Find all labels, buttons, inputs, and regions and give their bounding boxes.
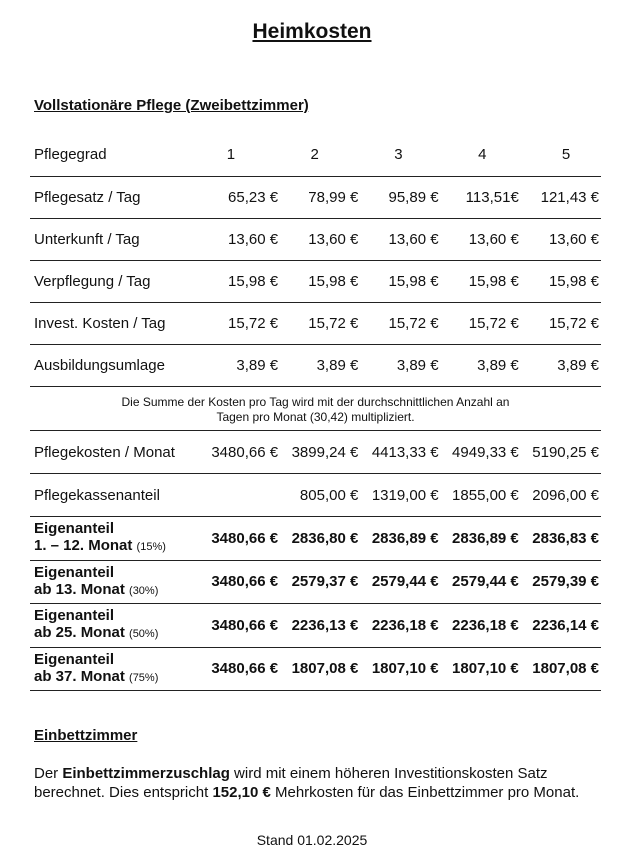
value-cell: 4949,33 € xyxy=(452,443,519,461)
eigenanteil-title: Eigenanteil xyxy=(34,607,115,625)
value-cell: 15,72 € xyxy=(388,315,439,332)
value-cell: 2236,14 € xyxy=(532,616,600,634)
value-cell: 15,72 € xyxy=(548,315,600,332)
eigenanteil-title: Eigenanteil xyxy=(34,520,115,538)
table-row xyxy=(30,345,601,387)
value-cell: 1807,08 € xyxy=(291,660,359,678)
value-cell: 13,60 € xyxy=(228,231,279,248)
eigenanteil-title: Eigenanteil xyxy=(34,563,115,581)
value-cell: 15,98 € xyxy=(308,273,359,290)
grade-cell: 2 xyxy=(310,146,319,163)
value-cell: 15,98 € xyxy=(468,273,519,290)
eigenanteil-row xyxy=(30,648,601,692)
grade-cell: 4 xyxy=(478,146,487,163)
section-heading-zweibettzimmer: Vollstationäre Pflege (Zweibettzimmer) xyxy=(34,97,309,114)
value-cell: 15,72 € xyxy=(308,315,359,332)
row-label: Pflegekassenanteil xyxy=(34,486,160,504)
value-cell: 15,72 € xyxy=(228,315,279,332)
period-text: ab 13. Monat xyxy=(34,580,125,598)
period-text: ab 25. Monat xyxy=(34,624,125,642)
value-cell: 3480,66 € xyxy=(211,660,279,678)
value-cell: 3480,66 € xyxy=(211,443,279,461)
value-cell: 2836,83 € xyxy=(532,529,600,547)
eigenanteil-title: Eigenanteil xyxy=(34,650,115,668)
row-label: Invest. Kosten / Tag xyxy=(34,315,166,332)
value-cell: 3,89 € xyxy=(477,357,519,374)
footer-date: Stand 01.02.2025 xyxy=(256,832,368,848)
para-bold-zuschlag: Einbettzimmerzuschlag xyxy=(62,765,230,782)
row-label: Unterkunft / Tag xyxy=(34,231,140,248)
value-cell: 3480,66 € xyxy=(211,529,279,547)
table-row xyxy=(30,431,601,474)
eigenanteil-period xyxy=(34,624,200,643)
value-cell: 2836,80 € xyxy=(291,529,359,547)
table-row xyxy=(30,261,601,303)
value-cell: 4413,33 € xyxy=(371,443,439,461)
grade-cell: 1 xyxy=(226,146,236,163)
value-cell: 1807,10 € xyxy=(371,660,439,678)
value-cell: 13,60 € xyxy=(388,231,439,248)
row-label xyxy=(30,651,200,687)
eigenanteil-row xyxy=(30,517,601,561)
pflegegrad-label: Pflegegrad xyxy=(34,146,107,163)
grade-cell: 5 xyxy=(561,146,571,163)
value-cell: 3899,24 € xyxy=(291,443,359,461)
value-cell: 78,99 € xyxy=(308,189,359,206)
row-label: Pflegekosten / Monat xyxy=(34,443,175,461)
value-cell: 3,89 € xyxy=(236,357,279,374)
eigenanteil-row xyxy=(30,604,601,648)
value-cell: 2096,00 € xyxy=(532,486,600,504)
value-cell: 113,51€ xyxy=(465,189,519,206)
period-text: 1. – 12. Monat xyxy=(34,537,133,555)
cost-table xyxy=(30,133,601,691)
row-label: Verpflegung / Tag xyxy=(34,273,151,290)
row-label: Pflegesatz / Tag xyxy=(34,189,141,206)
para-text-b: wird mit einem höheren Investitionskosten Satz berechnet. Dies entspricht xyxy=(34,765,548,801)
eigenanteil-period xyxy=(34,668,200,687)
eigenanteil-period xyxy=(34,581,200,600)
period-percent: (50%) xyxy=(129,628,159,641)
value-cell: 65,23 € xyxy=(228,189,279,206)
grade-cell: 3 xyxy=(394,146,403,163)
row-label xyxy=(30,607,200,643)
page-title: Heimkosten xyxy=(252,20,372,43)
table-row xyxy=(30,303,601,345)
value-cell: 3,89 € xyxy=(557,357,600,374)
value-cell: 95,89 € xyxy=(388,189,439,206)
value-cell: 2579,44 € xyxy=(452,573,519,591)
period-percent: (30%) xyxy=(129,584,159,597)
value-cell: 2579,37 € xyxy=(291,573,359,591)
value-cell: 805,00 € xyxy=(299,486,359,504)
value-cell: 2236,13 € xyxy=(291,616,359,634)
value-cell: 15,98 € xyxy=(228,273,279,290)
value-cell: 2836,89 € xyxy=(371,529,439,547)
period-text: ab 37. Monat xyxy=(34,667,125,685)
row-label: Ausbildungsumlage xyxy=(34,357,165,374)
para-text-a: Der xyxy=(34,765,63,782)
period-percent: (15%) xyxy=(136,541,166,554)
value-cell: 2836,89 € xyxy=(452,529,519,547)
value-cell: 15,98 € xyxy=(388,273,439,290)
value-cell: 1807,10 € xyxy=(452,660,519,678)
table-row xyxy=(30,177,601,219)
calculation-note xyxy=(30,387,601,431)
para-text-c: Mehrkosten für das Einbettzimmer pro Monat. xyxy=(270,784,580,801)
eigenanteil-period xyxy=(34,537,200,556)
note-line-2: Tagen pro Monat (30,42) multipliziert. xyxy=(216,410,415,424)
row-label xyxy=(30,564,200,600)
value-cell: 15,98 € xyxy=(548,273,600,290)
value-cell: 13,60 € xyxy=(308,231,359,248)
value-cell: 3480,66 € xyxy=(211,573,279,591)
value-cell: 3,89 € xyxy=(316,357,359,374)
value-cell: 3,89 € xyxy=(396,357,439,374)
eigenanteil-row xyxy=(30,561,601,605)
value-cell: 1855,00 € xyxy=(452,486,519,504)
value-cell: 2579,44 € xyxy=(371,573,439,591)
value-cell: 3480,66 € xyxy=(211,616,279,634)
value-cell: 15,72 € xyxy=(468,315,519,332)
period-percent: (75%) xyxy=(129,671,159,684)
para-bold-amount: 152,10 € xyxy=(212,784,271,801)
value-cell: 121,43 € xyxy=(540,189,600,206)
value-cell: 2236,18 € xyxy=(371,616,439,634)
table-header-row xyxy=(30,133,601,177)
section-heading-einbettzimmer: Einbettzimmer xyxy=(34,727,138,744)
value-cell: 1807,08 € xyxy=(532,660,600,678)
value-cell: 5190,25 € xyxy=(532,443,600,461)
einbettzimmer-paragraph xyxy=(34,764,594,802)
value-cell: 1319,00 € xyxy=(371,486,439,504)
table-row xyxy=(30,219,601,261)
note-line-1: Die Summe der Kosten pro Tag wird mit der durchschnittlichen Anzahl an xyxy=(121,395,510,409)
value-cell: 2579,39 € xyxy=(532,573,600,591)
value-cell: 13,60 € xyxy=(548,231,600,248)
value-cell: 13,60 € xyxy=(468,231,519,248)
row-label xyxy=(30,520,200,556)
table-row xyxy=(30,474,601,517)
value-cell: 2236,18 € xyxy=(452,616,519,634)
